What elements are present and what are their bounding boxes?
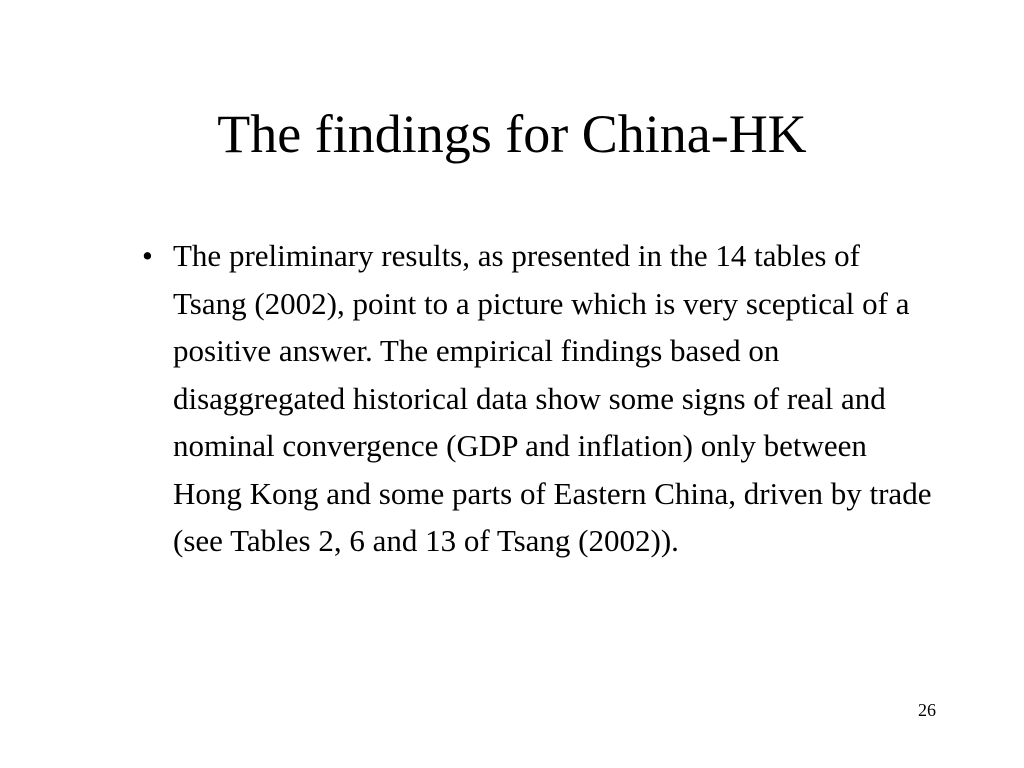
slide-title: The findings for China-HK <box>217 104 807 164</box>
slide-number: 26 <box>918 700 936 720</box>
bullet-text: The preliminary results, as presented in the 14 tables of Tsang (2002), point to a picture which is very sceptical of a positive answer. The empirical findings based on disaggregated historical data show some signs of real and nominal convergence (GDP and inflation) only between Hong Kong and some parts of Eastern China, driven by trade (see Tables 2, 6 and 13 of Tsang (2002)). <box>173 238 932 558</box>
bullet-item <box>140 232 940 565</box>
bullet-icon: • <box>142 238 153 273</box>
bullet-list <box>140 232 940 565</box>
